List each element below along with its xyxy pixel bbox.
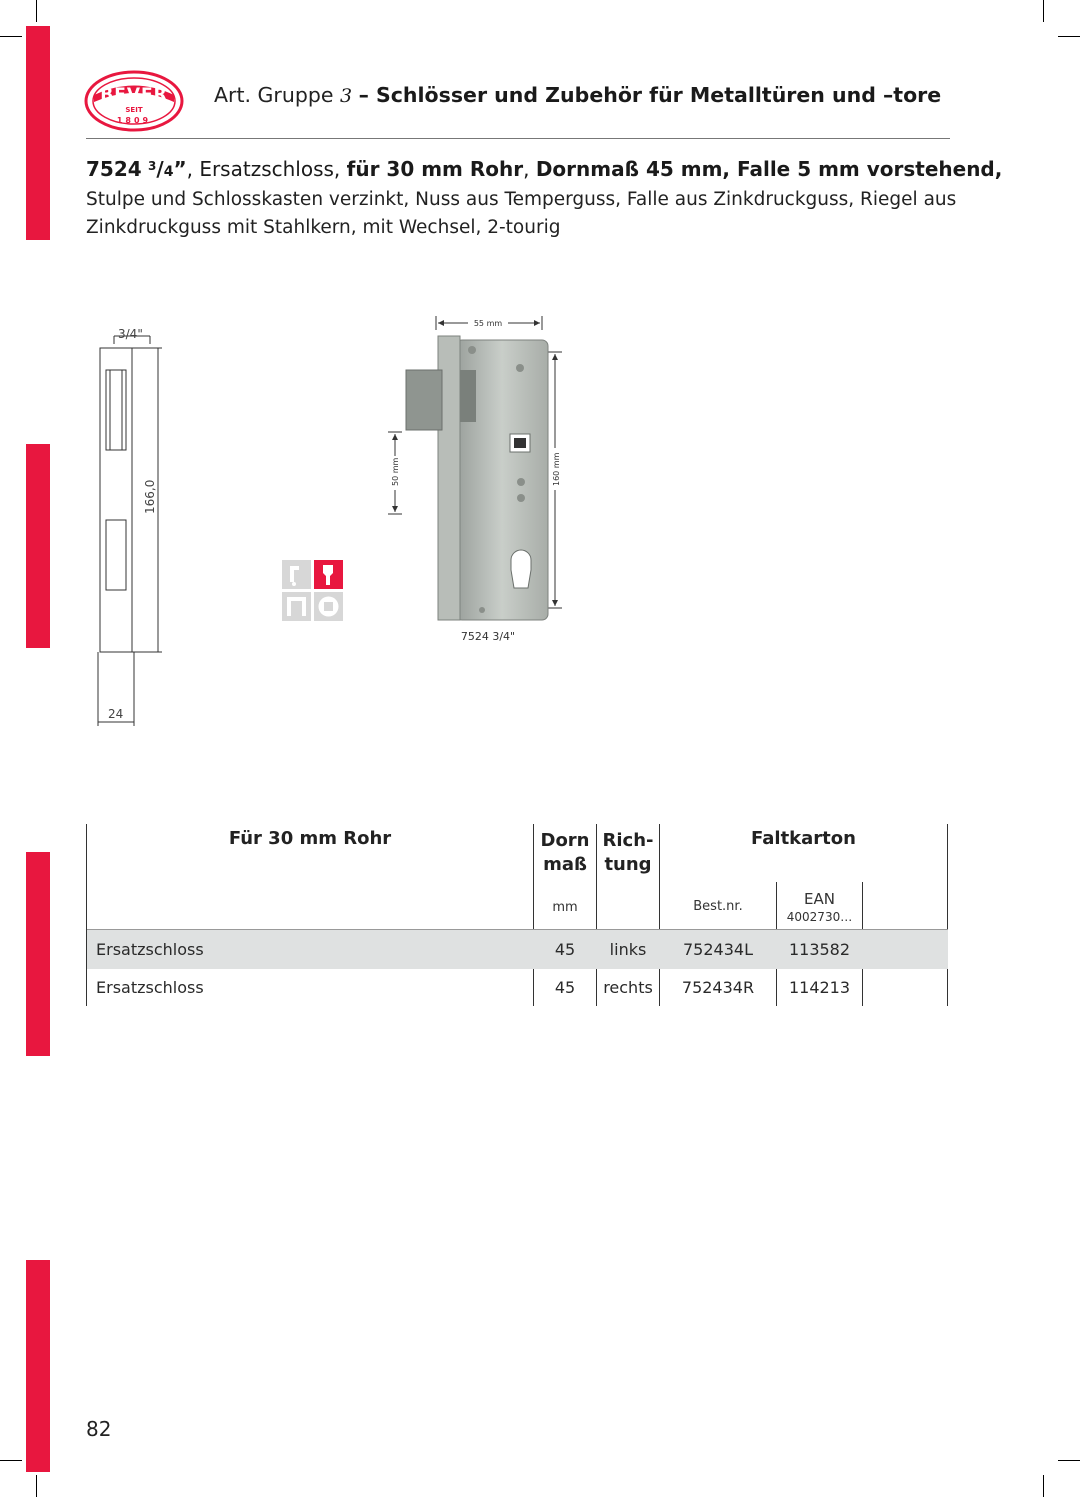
cell-ean: 113582 (788, 940, 851, 959)
crop-mark (1058, 36, 1080, 37)
logo-since: SEIT (125, 106, 143, 114)
logo-year: 1809 (116, 116, 152, 125)
cell-richtung: links (609, 940, 647, 959)
dim-width: 55 mm (473, 319, 503, 328)
bever-logo (84, 70, 184, 132)
product-name: , Ersatzschloss, (186, 157, 347, 181)
drawing-width-label: 24 (108, 707, 124, 721)
dim-backset: 50 mm (391, 457, 400, 486)
product-feature-backset: Dornmaß 45 mm, Falle 5 mm vorstehend, (535, 157, 1003, 181)
header-best-nr: Best.nr. (693, 899, 743, 914)
ean-prefix: 4002730… (786, 910, 853, 924)
crop-mark (1058, 1460, 1080, 1461)
group-number: 3 (340, 85, 353, 107)
door-handle-icon (282, 560, 311, 589)
crop-mark (1043, 0, 1044, 22)
cell-dorn: 45 (554, 978, 576, 997)
crop-mark (0, 1460, 22, 1461)
photo-caption: 7524 3/4" (460, 630, 516, 643)
cell-ean: 114213 (788, 978, 851, 997)
product-feature-tube: für 30 mm Rohr (346, 157, 524, 181)
drawing-length-label: 166,0 (143, 479, 157, 514)
dim-height: 160 mm (552, 452, 561, 486)
cell-dorn: 45 (554, 940, 576, 959)
table-border-left (86, 824, 87, 1006)
margin-tab (26, 26, 50, 240)
unit-mm: mm (552, 900, 578, 915)
cell-name: Ersatzschloss (96, 940, 204, 959)
table-border-right (947, 824, 948, 1006)
header-dorn: Dorn maß (540, 830, 590, 875)
cell-best-nr: 752434R (681, 978, 755, 997)
cell-richtung: rechts (603, 978, 653, 997)
header-faltkarton: Faltkarton (751, 828, 856, 849)
lock-case-icon (282, 592, 311, 621)
drawing-top-label: 3/4" (118, 327, 143, 341)
cell-best-nr: 752434L (683, 940, 753, 959)
header-rule (86, 138, 950, 139)
logo-text: BEVER (100, 85, 168, 105)
page-header (214, 83, 941, 107)
product-title: 7524 $^3$/4”, Ersatzschloss, für 30 mm Rohr, Dornmaß 45 mm, Falle 5 mm vorstehend, (86, 157, 1003, 181)
header-title: – Schlösser und Zubehör für Metalltüren und –tore (358, 83, 942, 107)
crop-mark (36, 1475, 37, 1497)
margin-tab (26, 1260, 50, 1472)
crop-mark (36, 0, 37, 22)
header-ean: EAN (804, 890, 835, 908)
cell-name: Ersatzschloss (96, 978, 204, 997)
crop-mark (0, 36, 22, 37)
margin-tab (26, 444, 50, 648)
technical-drawing (92, 318, 172, 730)
crop-mark (1043, 1475, 1044, 1497)
page-number: 82 (86, 1417, 112, 1441)
header-prefix: Art. Gruppe (214, 83, 334, 107)
product-description: Stulpe und Schlosskasten verzinkt, Nuss aus Temperguss, Falle aus Zinkdruckguss, Riegel aus Zinkdruckguss mit Stahlkern, mit Wechsel, 2-tourig (86, 189, 957, 238)
header-product: Für 30 mm Rohr (228, 828, 392, 849)
header-richtung: Rich- tung (602, 830, 654, 875)
product-number: 7524 (86, 157, 142, 181)
feature-icons (282, 560, 344, 622)
margin-tab (26, 852, 50, 1056)
product-photo (378, 308, 578, 648)
